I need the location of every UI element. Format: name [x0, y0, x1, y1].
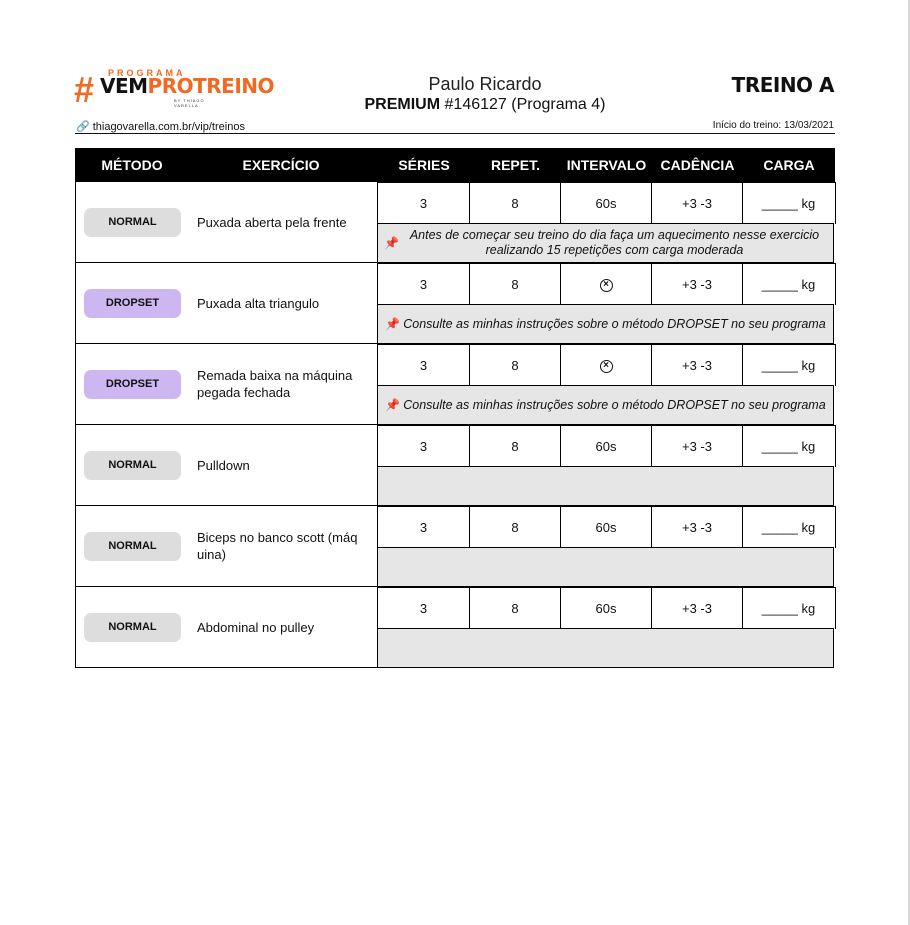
load-cell: _____ kg: [761, 520, 816, 535]
method-badge: NORMAL: [84, 613, 181, 642]
plan-info: [300, 96, 670, 114]
plan-detail: #146127 (Programa 4): [444, 96, 606, 113]
program-url[interactable]: thiagovarella.com.br/vip/treinos: [92, 121, 245, 133]
reps-cell: 8: [470, 507, 561, 548]
method-badge: NORMAL: [84, 451, 181, 480]
reps-cell: 8: [470, 183, 561, 224]
plan-label: PREMIUM: [364, 96, 441, 113]
no-rest-icon: ×: [600, 360, 613, 373]
col-reps: REPET.: [490, 157, 540, 173]
parameters-cells: [377, 263, 836, 305]
program-link[interactable]: [76, 120, 245, 133]
no-rest-icon: ×: [600, 279, 613, 292]
series-cell: 3: [378, 345, 470, 386]
table-row: [75, 182, 835, 263]
exercise-cell: [75, 506, 378, 587]
interval-cell: 60s: [561, 183, 652, 224]
load-cell: _____ kg: [761, 358, 816, 373]
reps-cell: 8: [470, 345, 561, 386]
interval-cell: 60s: [561, 588, 652, 629]
series-cell: 3: [378, 426, 470, 467]
cadence-cell: +3 -3: [652, 507, 743, 548]
exercise-cell: [75, 587, 378, 668]
brand-logo: [74, 68, 274, 110]
logo-sub: BY THIAGO VARELLA: [174, 98, 205, 108]
reps-cell: 8: [470, 588, 561, 629]
method-badge: NORMAL: [84, 532, 181, 561]
reps-cell: 8: [470, 264, 561, 305]
parameters-cells: [377, 344, 836, 386]
exercise-cell: [75, 425, 378, 506]
exercise-name: Puxada aberta pela frente: [197, 214, 347, 230]
table-row: [75, 587, 835, 668]
exercise-note: [377, 466, 834, 506]
method-badge: DROPSET: [84, 289, 181, 318]
cadence-cell: +3 -3: [652, 264, 743, 305]
logo-wordmark: VEMPROTREINO: [100, 74, 274, 98]
load-cell: _____ kg: [761, 439, 816, 454]
reps-cell: 8: [470, 426, 561, 467]
load-cell: _____ kg: [761, 601, 816, 616]
exercise-note: [377, 547, 834, 587]
method-badge: NORMAL: [84, 208, 181, 237]
table-header: [75, 148, 835, 182]
col-interval: INTERVALO: [566, 157, 647, 173]
series-cell: 3: [378, 588, 470, 629]
exercise-note: 📌 Antes de começar seu treino do dia faça um aquecimento nesse exercicio realizando 15 repetições com carga moderada: [377, 223, 834, 263]
table-row: [75, 506, 835, 587]
parameters-cells: [377, 182, 836, 224]
col-method: MÉTODO: [101, 157, 163, 173]
workout-title: TREINO A: [731, 73, 834, 97]
parameters-cells: [377, 506, 836, 548]
interval-cell: 60s: [561, 507, 652, 548]
cadence-cell: +3 -3: [652, 426, 743, 467]
student-name: Paulo Ricardo: [428, 74, 542, 94]
load-cell: _____ kg: [761, 277, 816, 292]
series-cell: 3: [378, 264, 470, 305]
logo-prefix: PROGRAMA: [108, 68, 186, 78]
pin-icon: 📌: [385, 316, 401, 331]
link-icon: 🔗: [76, 121, 90, 133]
exercise-name: Pulldown: [197, 457, 250, 473]
interval-cell: 60s: [561, 426, 652, 467]
exercise-note: 📌 Consulte as minhas instruções sobre o método DROPSET no seu programa: [377, 385, 834, 425]
col-load: CARGA: [763, 157, 815, 173]
parameters-cells: [377, 587, 836, 629]
series-cell: 3: [378, 507, 470, 548]
exercise-name: Remada baixa na máquina pegada fechada: [197, 368, 353, 400]
exercise-note: 📌 Consulte as minhas instruções sobre o método DROPSET no seu programa: [377, 304, 834, 344]
table-row: [75, 344, 835, 425]
logo-hash: #: [74, 69, 95, 110]
parameters-cells: [377, 425, 836, 467]
start-date: Início do treino: 13/03/2021: [712, 120, 834, 131]
exercise-name: Abdominal no pulley: [197, 619, 315, 635]
cadence-cell: +3 -3: [652, 588, 743, 629]
exercise-note: [377, 628, 834, 668]
interval-cell: [561, 264, 652, 305]
exercise-cell: [75, 344, 378, 425]
cadence-cell: +3 -3: [652, 345, 743, 386]
cadence-cell: +3 -3: [652, 183, 743, 224]
load-cell: _____ kg: [761, 196, 816, 211]
table-row: [75, 263, 835, 344]
interval-cell: [561, 345, 652, 386]
exercise-cell: [75, 182, 378, 263]
col-series: SÉRIES: [398, 157, 450, 173]
header-divider: [75, 133, 835, 134]
exercise-name: Biceps no banco scott (máq uina): [197, 530, 358, 562]
table-row: [75, 425, 835, 506]
col-exercise: EXERCÍCIO: [242, 157, 320, 173]
pin-icon: 📌: [385, 397, 401, 412]
col-cadence: CADÊNCIA: [660, 157, 735, 173]
series-cell: 3: [378, 183, 470, 224]
exercise-cell: [75, 263, 378, 344]
exercise-name: Puxada alta triangulo: [197, 295, 320, 311]
method-badge: DROPSET: [84, 370, 181, 399]
pin-icon: 📌: [384, 235, 399, 250]
